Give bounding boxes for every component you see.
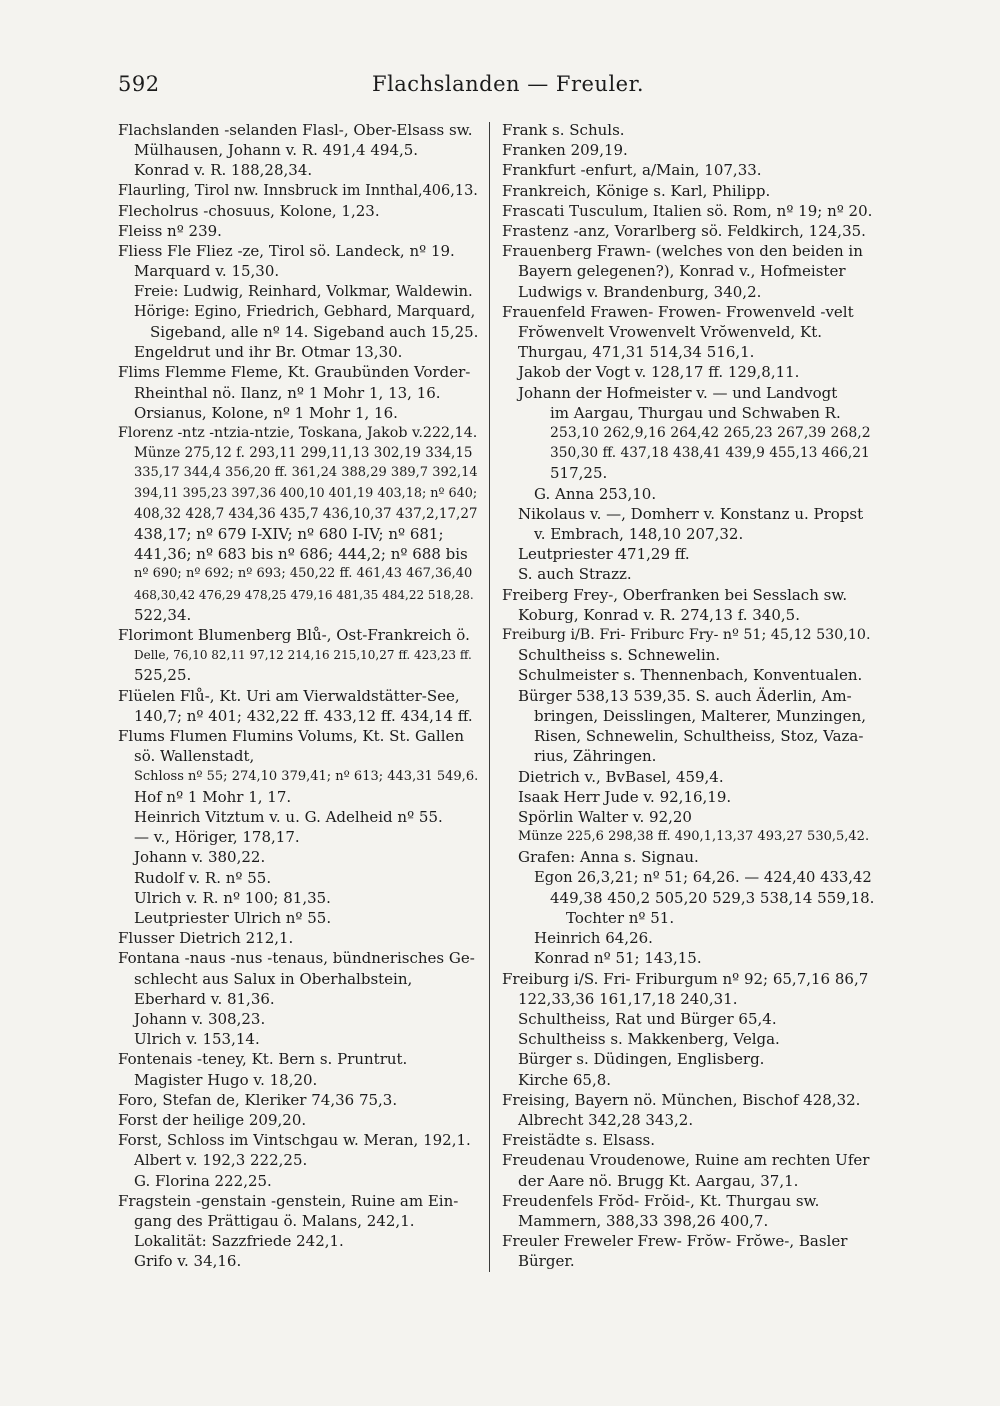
index-line: Freudenfels Frŏd- Frŏid-, Kt. Thurgau sw. xyxy=(502,1191,820,1210)
index-line: gang des Prättigau ö. Malans, 242,1. xyxy=(134,1211,415,1230)
index-line: G. Florina 222,25. xyxy=(134,1171,272,1190)
index-line: nº 690; nº 692; nº 693; 450,22 ff. 461,43 467,36,40 xyxy=(134,566,473,582)
index-line: 140,7; nº 401; 432,22 ff. 433,12 ff. 434,14 ff. xyxy=(134,706,473,725)
index-line: Lokalität: Sazzfriede 242,1. xyxy=(134,1232,344,1251)
index-line: Ulrich v. R. nº 100; 81,35. xyxy=(134,888,331,907)
index-line: im Aargau, Thurgau und Schwaben R. xyxy=(550,403,841,422)
index-line: Münze 225,6 298,38 ff. 490,1,13,37 493,27 530,5,42. xyxy=(518,829,870,845)
index-line: Marquard v. 15,30. xyxy=(134,262,280,281)
index-line: Mammern, 388,33 398,26 400,7. xyxy=(518,1211,769,1230)
index-line: Magister Hugo v. 18,20. xyxy=(134,1070,318,1089)
index-line: Tochter nº 51. xyxy=(566,908,675,927)
index-line: Franken 209,19. xyxy=(502,141,628,160)
index-line: Freising, Bayern nö. München, Bischof 428,32. xyxy=(502,1090,861,1109)
index-line: Johann der Hofmeister v. — und Landvogt xyxy=(518,383,838,402)
index-line: Orsianus, Kolone, nº 1 Mohr 1, 16. xyxy=(134,403,398,422)
index-line: Johann v. 308,23. xyxy=(134,1009,266,1028)
index-line: der Aare nö. Brugg Kt. Aargau, 37,1. xyxy=(518,1171,799,1190)
index-line: Freudenau Vroudenowe, Ruine am rechten Ufer xyxy=(502,1151,870,1170)
index-line: bringen, Deisslingen, Malterer, Munzingen, xyxy=(534,706,866,725)
index-line: 525,25. xyxy=(134,666,192,685)
index-line: Florenz -ntz -ntzia-ntzie, Toskana, Jakob v.222,14. xyxy=(118,425,478,442)
index-line: Fontana -naus -nus -tenaus, bündnerisches Ge- xyxy=(118,949,475,968)
index-line: Schultheiss, Rat und Bürger 65,4. xyxy=(518,1009,777,1028)
index-line: Frauenberg Frawn- (welches von den beiden in xyxy=(502,242,863,261)
index-line: Eberhard v. 81,36. xyxy=(134,989,275,1008)
index-line: Isaak Herr Jude v. 92,16,19. xyxy=(518,787,732,806)
index-line: Flüelen Flů-, Kt. Uri am Vierwaldstätter-See, xyxy=(118,686,460,705)
index-line: Schloss nº 55; 274,10 379,41; nº 613; 443,31 549,6. xyxy=(134,768,478,784)
index-line: G. Anna 253,10. xyxy=(534,484,657,503)
index-line: Jakob der Vogt v. 128,17 ff. 129,8,11. xyxy=(518,363,800,382)
index-line: Freiburg i/S. Fri- Friburgum nº 92; 65,7,16 86,7 xyxy=(502,969,869,988)
index-line: Frŏwenvelt Vrowenvelt Vrŏwenveld, Kt. xyxy=(518,323,822,342)
running-head: Flachslanden — Freuler. xyxy=(372,72,644,96)
index-line: 122,33,36 161,17,18 240,31. xyxy=(518,989,738,1008)
index-line: Konrad nº 51; 143,15. xyxy=(534,949,702,968)
index-line: Mülhausen, Johann v. R. 491,4 494,5. xyxy=(134,141,419,160)
index-line: Engeldrut und ihr Br. Otmar 13,30. xyxy=(134,343,403,362)
index-line: Bürger. xyxy=(518,1252,575,1271)
index-line: Flims Flemme Fleme, Kt. Graubünden Vorder- xyxy=(118,363,471,382)
page-number: 592 xyxy=(118,72,160,96)
index-line: Münze 275,12 f. 293,11 299,11,13 302,19 334,15 xyxy=(134,445,473,462)
index-line: 350,30 ff. 437,18 438,41 439,9 455,13 466,21 xyxy=(550,445,870,462)
index-line: Ludwigs v. Brandenburg, 340,2. xyxy=(518,282,762,301)
right-column xyxy=(502,120,874,1272)
index-line: Leutpriester Ulrich nº 55. xyxy=(134,908,332,927)
index-line: Forst der heilige 209,20. xyxy=(118,1110,307,1129)
index-line: Fleiss nº 239. xyxy=(118,222,222,241)
index-line: Frank s. Schuls. xyxy=(502,121,625,139)
column-divider xyxy=(489,122,490,1272)
index-line: Freistädte s. Elsass. xyxy=(502,1131,655,1150)
index-line: Risen, Schnewelin, Schultheiss, Stoz, Vaza- xyxy=(534,727,864,746)
index-line: v. Embrach, 148,10 207,32. xyxy=(534,525,744,544)
index-line: Foro, Stefan de, Kleriker 74,36 75,3. xyxy=(118,1090,398,1109)
index-line: Grifo v. 34,16. xyxy=(134,1252,242,1271)
index-line: Fontenais -teney, Kt. Bern s. Pruntrut. xyxy=(118,1050,408,1069)
index-line: Fliess Fle Fliez -ze, Tirol sö. Landeck, nº 19. xyxy=(118,242,455,261)
index-line: sö. Wallenstadt, xyxy=(134,747,255,766)
index-line: Konrad v. R. 188,28,34. xyxy=(134,161,313,180)
index-line: Flaurling, Tirol nw. Innsbruck im Innthal,406,13. xyxy=(118,182,478,199)
index-line: Frauenfeld Frawen- Frowen- Frowenveld -velt xyxy=(502,302,854,321)
index-line: Bürger s. Düdingen, Englisberg. xyxy=(518,1050,765,1069)
left-column xyxy=(118,120,478,1272)
index-line: Rudolf v. R. nº 55. xyxy=(134,868,272,887)
index-line: Schultheiss s. Schnewelin. xyxy=(518,646,721,665)
index-line: Flusser Dietrich 212,1. xyxy=(118,929,294,948)
index-line: Egon 26,3,21; nº 51; 64,26. — 424,40 433,42 xyxy=(534,868,872,886)
index-line: Nikolaus v. —, Domherr v. Konstanz u. Propst xyxy=(518,504,864,523)
index-line: 522,34. xyxy=(134,605,192,624)
index-line: S. auch Strazz. xyxy=(518,565,632,584)
index-line: 517,25. xyxy=(550,464,608,483)
index-line: Grafen: Anna s. Signau. xyxy=(518,848,699,867)
index-line: 449,38 450,2 505,20 529,3 538,14 559,18. xyxy=(550,888,874,907)
index-line: Spörlin Walter v. 92,20 xyxy=(518,807,692,826)
index-line: Frascati Tusculum, Italien sö. Rom, nº 19; nº 20. xyxy=(502,201,873,220)
index-line: Forst, Schloss im Vintschgau w. Meran, 192,1. xyxy=(118,1131,471,1150)
index-line: Florimont Blumenberg Blů-, Ost-Frankreich ö. xyxy=(118,626,470,645)
index-line: schlecht aus Salux in Oberhalbstein, xyxy=(134,969,413,988)
index-line: Freiberg Frey-, Oberfranken bei Sesslach sw. xyxy=(502,585,848,604)
index-line: Heinrich 64,26. xyxy=(534,929,653,948)
index-line: — v., Höriger, 178,17. xyxy=(134,828,300,847)
index-line: 438,17; nº 679 I-XIV; nº 680 I-IV; nº 681; xyxy=(134,525,444,544)
index-line: 394,11 395,23 397,36 400,10 401,19 403,18; nº 640; xyxy=(134,485,478,501)
index-line: Hof nº 1 Mohr 1, 17. xyxy=(134,787,292,806)
index-line: rius, Zähringen. xyxy=(534,747,657,766)
index-line: Bayern gelegenen?), Konrad v., Hofmeister xyxy=(518,262,846,281)
index-line: Heinrich Vitztum v. u. G. Adelheid nº 55. xyxy=(134,807,443,826)
index-line: 441,36; nº 683 bis nº 686; 444,2; nº 688 bis xyxy=(134,545,468,564)
index-line: Schulmeister s. Thennenbach, Konventualen. xyxy=(518,666,863,685)
index-line: 468,30,42 476,29 478,25 479,16 481,35 484,22 518,28. xyxy=(134,587,474,602)
index-line: Kirche 65,8. xyxy=(518,1070,612,1089)
index-line: Fragstein -genstain -genstein, Ruine am Ein- xyxy=(118,1191,459,1210)
index-line: Delle, 76,10 82,11 97,12 214,16 215,10,27 ff. 423,23 ff. xyxy=(134,648,472,663)
index-line: Flums Flumen Flumins Volums, Kt. St. Gallen xyxy=(118,727,465,746)
index-line: Flachslanden -selanden Flasl-, Ober-Elsass sw. xyxy=(118,121,473,139)
index-line: Koburg, Konrad v. R. 274,13 f. 340,5. xyxy=(518,605,800,624)
index-line: Johann v. 380,22. xyxy=(134,848,266,867)
index-line: Dietrich v., BvBasel, 459,4. xyxy=(518,767,724,786)
index-line: Freie: Ludwig, Reinhard, Volkmar, Waldewin. xyxy=(134,282,473,300)
index-line: 408,32 428,7 434,36 435,7 436,10,37 437,2,17,27 xyxy=(134,505,478,522)
index-line: Albert v. 192,3 222,25. xyxy=(134,1151,308,1170)
index-line: 335,17 344,4 356,20 ff. 361,24 388,29 389,7 392,14 xyxy=(134,465,478,481)
index-line: Frankfurt -enfurt, a/Main, 107,33. xyxy=(502,161,762,180)
index-line: Frastenz -anz, Vorarlberg sö. Feldkirch, 124,35. xyxy=(502,222,866,241)
index-line: Sigeband, alle nº 14. Sigeband auch 15,25. xyxy=(150,323,478,342)
index-line: Freuler Freweler Frew- Frŏw- Frŏwe-, Basler xyxy=(502,1232,848,1251)
index-line: Albrecht 342,28 343,2. xyxy=(518,1110,694,1129)
index-line: 253,10 262,9,16 264,42 265,23 267,39 268,2 xyxy=(550,425,871,442)
index-line: Bürger 538,13 539,35. S. auch Äderlin, Am- xyxy=(518,686,852,705)
index-line: Thurgau, 471,31 514,34 516,1. xyxy=(518,343,755,362)
index-line: Hörige: Egino, Friedrich, Gebhard, Marquard, xyxy=(134,303,476,320)
index-line: Leutpriester 471,29 ff. xyxy=(518,545,690,564)
index-line: Ulrich v. 153,14. xyxy=(134,1030,260,1049)
index-line: Rheinthal nö. Ilanz, nº 1 Mohr 1, 13, 16. xyxy=(134,383,441,402)
index-line: Freiburg i/B. Fri- Friburc Fry- nº 51; 45,12 530,10. xyxy=(502,627,871,644)
index-line: Schultheiss s. Makkenberg, Velga. xyxy=(518,1030,780,1049)
index-line: Frankreich, Könige s. Karl, Philipp. xyxy=(502,181,771,200)
index-line: Flecholrus -chosuus, Kolone, 1,23. xyxy=(118,201,380,220)
